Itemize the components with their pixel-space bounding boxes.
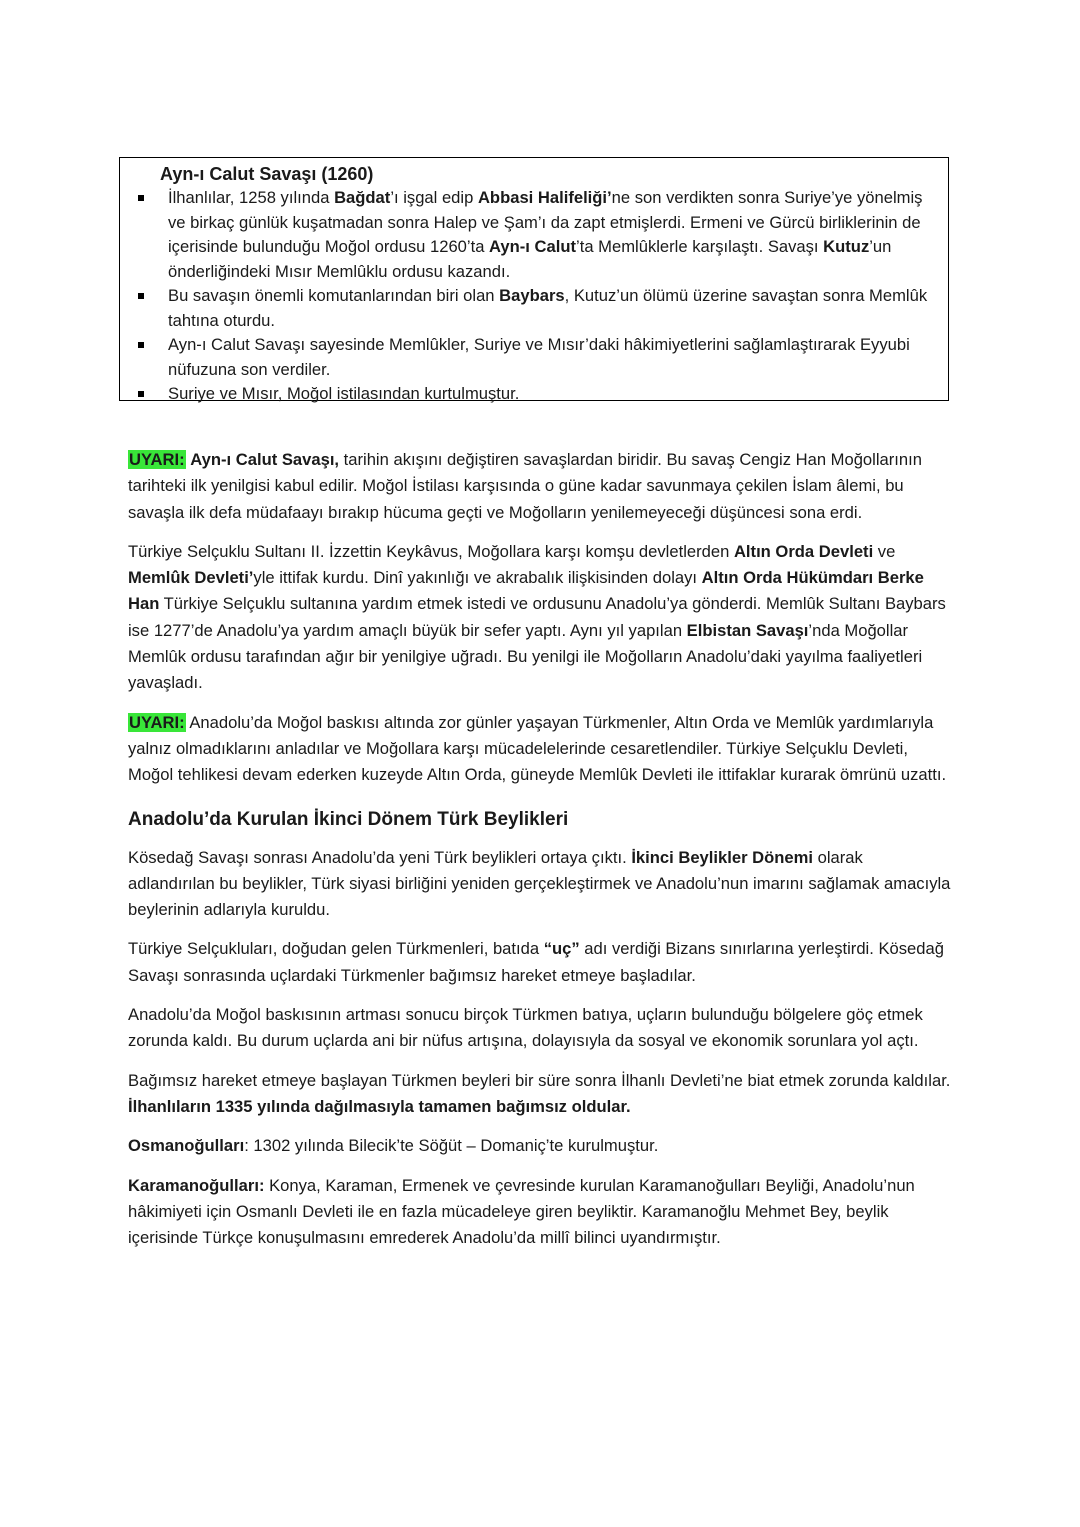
bold-text: “uç”: [543, 939, 580, 959]
text-run: ne son verdikten sonra Suriye’ye yönelmiş ve birkaç günlük kuşatmadan sonra Halep ve Şam’ı da zapt etmişlerdi. Ermeni ve Gürcü birliklerinin de içerisinde bulunduğu Moğol ordusu 1260’ta: [168, 188, 923, 256]
square-bullet-icon: [138, 342, 144, 348]
box-list-item: [132, 333, 936, 382]
paragraph: [128, 1173, 953, 1252]
text-run: Anadolu’da Moğol baskısı altında zor günler yaşayan Türkmenler, Altın Orda ve Memlûk yardımlarıyla yalnız olmadıklarını anladılar ve Moğollara karşı mücadelelerinde cesaretlendiler. Türkiye Selçuklu Devleti, Moğol tehlikesi devam ederken kuzeyde Altın Orda, güneyde Memlûk Devleti ile ittifaklar kurarak ömrünü uzattı.: [128, 712, 947, 785]
text-run: Bu savaşın önemli komutanlarından biri olan: [168, 286, 500, 305]
warning-label: UYARI:: [129, 712, 185, 732]
bold-text: İlhanlıların 1335 yılında dağılmasıyla tamamen bağımsız oldular.: [128, 1096, 631, 1116]
box-list: [132, 186, 936, 407]
square-bullet-icon: [138, 293, 144, 299]
text-run: ’ta Memlûklerle karşılaştı. Savaşı: [576, 237, 824, 256]
text-run: Suriye ve Mısır, Moğol istilasından kurtulmuştur.: [168, 384, 520, 403]
text-run: ’ı işgal edip: [390, 188, 478, 207]
bold-text: Baybars: [499, 286, 565, 305]
text-run: İlhanlılar, 1258 yılında: [168, 188, 335, 207]
bold-text: Karamanoğulları:: [128, 1175, 265, 1195]
box-list-item: [132, 284, 936, 333]
text-run: Bağımsız hareket etmeye başlayan Türkmen beyleri bir süre sonra İlhanlı Devleti’ne biat etmek zorunda kaldılar.: [128, 1070, 951, 1090]
text-run: Anadolu’da Moğol baskısının artması sonucu birçok Türkmen batıya, uçların bulunduğu bölgelere göç etmek zorunda kaldı. Bu durum uçlarda ani bir nüfus artışına, dolayısıyla da sosyal ve ekonomik sorunlara yol açtı.: [128, 1005, 923, 1051]
box-title: Ayn-ı Calut Savaşı (1260): [160, 164, 374, 184]
paragraph: [128, 1133, 953, 1159]
text-run: ve: [873, 541, 896, 561]
bold-text: Osmanoğulları: [128, 1136, 245, 1156]
paragraph: [128, 539, 953, 697]
bold-text: Elbistan Savaşı: [686, 620, 809, 640]
bold-text: Altın Orda Devleti: [733, 541, 874, 561]
text-run: Kösedağ Savaşı sonrası Anadolu’da yeni Türk beylikleri ortaya çıktı.: [128, 847, 632, 867]
paragraph-warning: [128, 447, 953, 526]
text-run: Konya, Karaman, Ermenek ve çevresinde kurulan Karamanoğulları Beyliği, Anadolu’nun hâkimiyeti için Osmanlı Devleti ile en fazla mücadeleye giren beyliktir. Karamanoğlu Mehmet Bey, beylik içerisinde Türkçe konuşulmasını emrederek Anadolu’da millî bilinci uyandırmıştır.: [128, 1175, 915, 1248]
text-run: olarak adlandırılan bu beylikler, Türk siyasi birliğini yeniden gerçekleştirmek ve Anadolu’nun imarını sağlamak amacıyla beylerinin adlarıyla kuruldu.: [128, 847, 951, 920]
warning-label: UYARI:: [129, 450, 185, 469]
paragraph: [128, 1068, 953, 1121]
paragraph: [128, 936, 953, 989]
bold-text: Abbasi Halifeliği’: [477, 188, 612, 207]
bold-text: Bağdat: [334, 188, 391, 207]
text-run: : 1302 yılında Bilecik’te Söğüt – Domaniç’te kurulmuştur.: [244, 1136, 659, 1156]
text-run: ’un önderliğindeki Mısır Memlûklu ordusu kazandı.: [168, 237, 892, 281]
bold-text: Kutuz: [823, 237, 870, 256]
info-box: [119, 157, 949, 401]
box-list-item: [132, 382, 936, 407]
text-run: , Kutuz’un ölümü üzerine savaştan sonra Memlûk tahtına oturdu.: [168, 286, 928, 330]
section-heading: Anadolu’da Kurulan İkinci Dönem Türk Beylikleri: [128, 808, 569, 830]
bold-text: Ayn-ı Calut Savaşı,: [190, 450, 340, 469]
paragraph: [128, 845, 953, 924]
text-run: Türkiye Selçuklu Sultanı II. İzzettin Keykâvus, Moğollara karşı komşu devletlerden: [128, 541, 734, 561]
bold-text: İkinci Beylikler Dönemi: [631, 847, 813, 867]
bold-text: Memlûk Devleti’: [128, 568, 254, 588]
paragraph-warning: [128, 710, 953, 789]
box-list-item: [132, 186, 936, 284]
square-bullet-icon: [138, 195, 144, 201]
square-bullet-icon: [138, 391, 144, 397]
text-run: Türkiye Selçuklu sultanına yardım etmek istedi ve ordusunu Anadolu’ya gönderdi. Memlûk Sultanı Baybars ise 1277’de Anadolu’ya yardım amaçlı büyük bir sefer yaptı. Aynı yıl yapılan: [128, 594, 946, 640]
main-content: [128, 447, 953, 1264]
text-run: Türkiye Selçukluları, doğudan gelen Türkmenleri, batıda: [128, 939, 544, 959]
text-run: Ayn-ı Calut Savaşı sayesinde Memlûkler, Suriye ve Mısır’daki hâkimiyetlerini sağlamlaştırarak Eyyubi nüfuzuna son verdiler.: [168, 335, 910, 379]
paragraph: [128, 1002, 953, 1055]
bold-text: Ayn-ı Calut: [489, 237, 577, 256]
text-run: yle ittifak kurdu. Dinî yakınlığı ve akrabalık ilişkisinden dolayı: [253, 568, 702, 588]
text-run: adı verdiği Bizans sınırlarına yerleştirdi. Kösedağ Savaşı sonrasında uçlardaki Türkmenler bağımsız hareket etmeye başladılar.: [128, 939, 944, 985]
bold-text: Altın Orda Hükümdarı Berke Han: [128, 568, 924, 614]
text-run: ’nda Moğollar Memlûk ordusu tarafından ağır bir yenilgiye uğradı. Bu yenilgi ile Moğolların Anadolu’daki yayılma faaliyetleri yavaşladı.: [128, 620, 923, 693]
text-run: tarihin akışını değiştiren savaşlardan biridir. Bu savaş Cengiz Han Moğollarının tarihteki ilk yenilgisi kabul edilir. Moğol İstilası karşısında o güne kadar savunmaya çekilen İslam âlemi, bu savaşla ilk defa müdafaayı bırakıp hücuma geçti ve Moğolların yenilemeyeceği düşüncesi sona erdi.: [128, 450, 922, 522]
